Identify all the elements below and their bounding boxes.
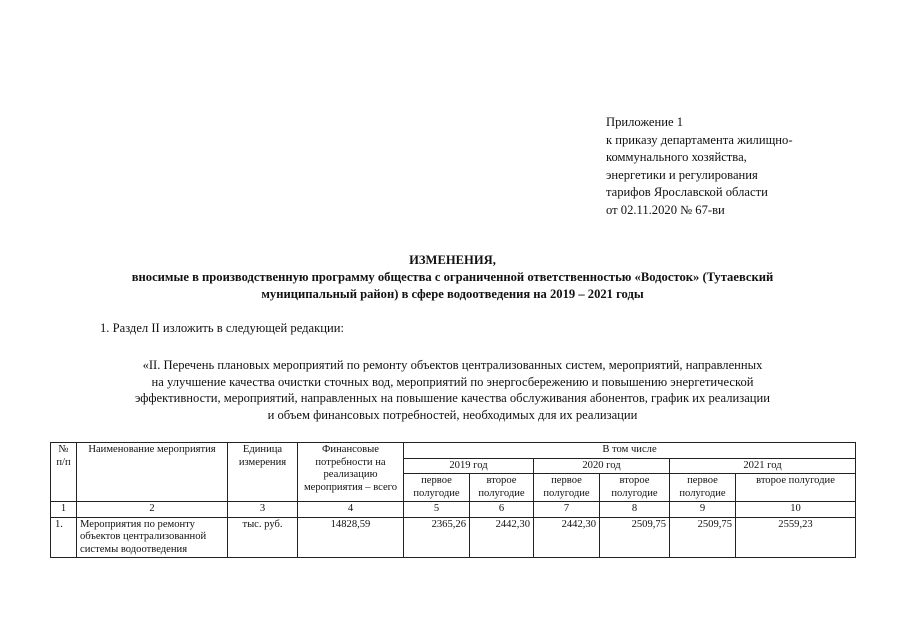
annex-line: Приложение 1 bbox=[606, 115, 684, 129]
paragraph-1: 1. Раздел II изложить в следующей редакции: bbox=[100, 321, 344, 335]
annex-line: от 02.11.2020 № 67-ви bbox=[606, 202, 725, 217]
header-year-2019: 2019 год bbox=[404, 458, 534, 474]
row-value: 2509,75 bbox=[670, 517, 736, 558]
header-unit: Единица измерения bbox=[228, 443, 298, 502]
column-number-row bbox=[51, 502, 856, 518]
annex-line: коммунального хозяйства, bbox=[606, 150, 747, 164]
annex-line: энергетики и регулирования bbox=[606, 167, 758, 182]
column-number: 4 bbox=[298, 502, 404, 518]
header-half-first: первое полугодие bbox=[534, 474, 600, 502]
header-half-first: первое полугодие bbox=[404, 474, 470, 502]
section-heading-line: и объем финансовых потребностей, необходимых для их реализации bbox=[267, 407, 638, 422]
header-year-2020: 2020 год bbox=[534, 458, 670, 474]
header-including: В том числе bbox=[404, 443, 856, 459]
header-row-1 bbox=[51, 443, 856, 459]
header-year-2021: 2021 год bbox=[670, 458, 856, 474]
header-num: № п/п bbox=[51, 443, 77, 502]
column-number: 5 bbox=[404, 502, 470, 518]
document-title bbox=[30, 252, 875, 303]
measures-table bbox=[50, 442, 856, 558]
header-half-first: первое полугодие bbox=[670, 474, 736, 502]
header-half-second: второе полугодие bbox=[600, 474, 670, 502]
section-heading-line: эффективности, мероприятий, направленных на повышение качества обслуживания абонентов, график их реализации bbox=[134, 391, 771, 405]
section-heading-line: на улучшение качества очистки сточных вод, мероприятий по энергосбережению и повышению энергетической bbox=[151, 374, 754, 389]
row-value: 2365,26 bbox=[404, 517, 470, 558]
row-value: 2442,30 bbox=[470, 517, 534, 558]
title-heading: ИЗМЕНЕНИЯ, bbox=[409, 253, 496, 267]
row-name: Мероприятия по ремонту объектов централизованной системы водоотведения bbox=[77, 517, 228, 558]
title-subline: вносимые в производственную программу общества с ограниченной ответственностью «Водосток» (Тутаевский bbox=[131, 270, 774, 284]
header-name: Наименование мероприятия bbox=[77, 443, 228, 502]
annex-line: тарифов Ярославской области bbox=[606, 185, 768, 199]
column-number: 2 bbox=[77, 502, 228, 518]
row-num: 1. bbox=[51, 517, 77, 558]
header-half-second: второе полугодие bbox=[470, 474, 534, 502]
row-value: 2559,23 bbox=[736, 517, 856, 558]
row-total: 14828,59 bbox=[298, 517, 404, 558]
title-subline: муниципальный район) в сфере водоотведения на 2019 – 2021 годы bbox=[261, 287, 644, 301]
column-number: 9 bbox=[670, 502, 736, 518]
column-number: 6 bbox=[470, 502, 534, 518]
section-heading-line: «II. Перечень плановых мероприятий по ремонту объектов централизованных систем, мероприятий, направленных bbox=[142, 358, 763, 372]
table-row bbox=[51, 517, 856, 558]
annex-block bbox=[606, 114, 793, 219]
column-number: 3 bbox=[228, 502, 298, 518]
header-half-second: второе полугодие bbox=[736, 474, 856, 502]
header-financing: Финансовые потребности на реализацию мероприятия – всего bbox=[298, 443, 404, 502]
row-value: 2442,30 bbox=[534, 517, 600, 558]
column-number: 7 bbox=[534, 502, 600, 518]
annex-line: к приказу департамента жилищно- bbox=[606, 132, 793, 147]
row-value: 2509,75 bbox=[600, 517, 670, 558]
section-heading bbox=[40, 357, 865, 423]
column-number: 10 bbox=[736, 502, 856, 518]
column-number: 8 bbox=[600, 502, 670, 518]
column-number: 1 bbox=[51, 502, 77, 518]
row-unit: тыс. руб. bbox=[228, 517, 298, 558]
